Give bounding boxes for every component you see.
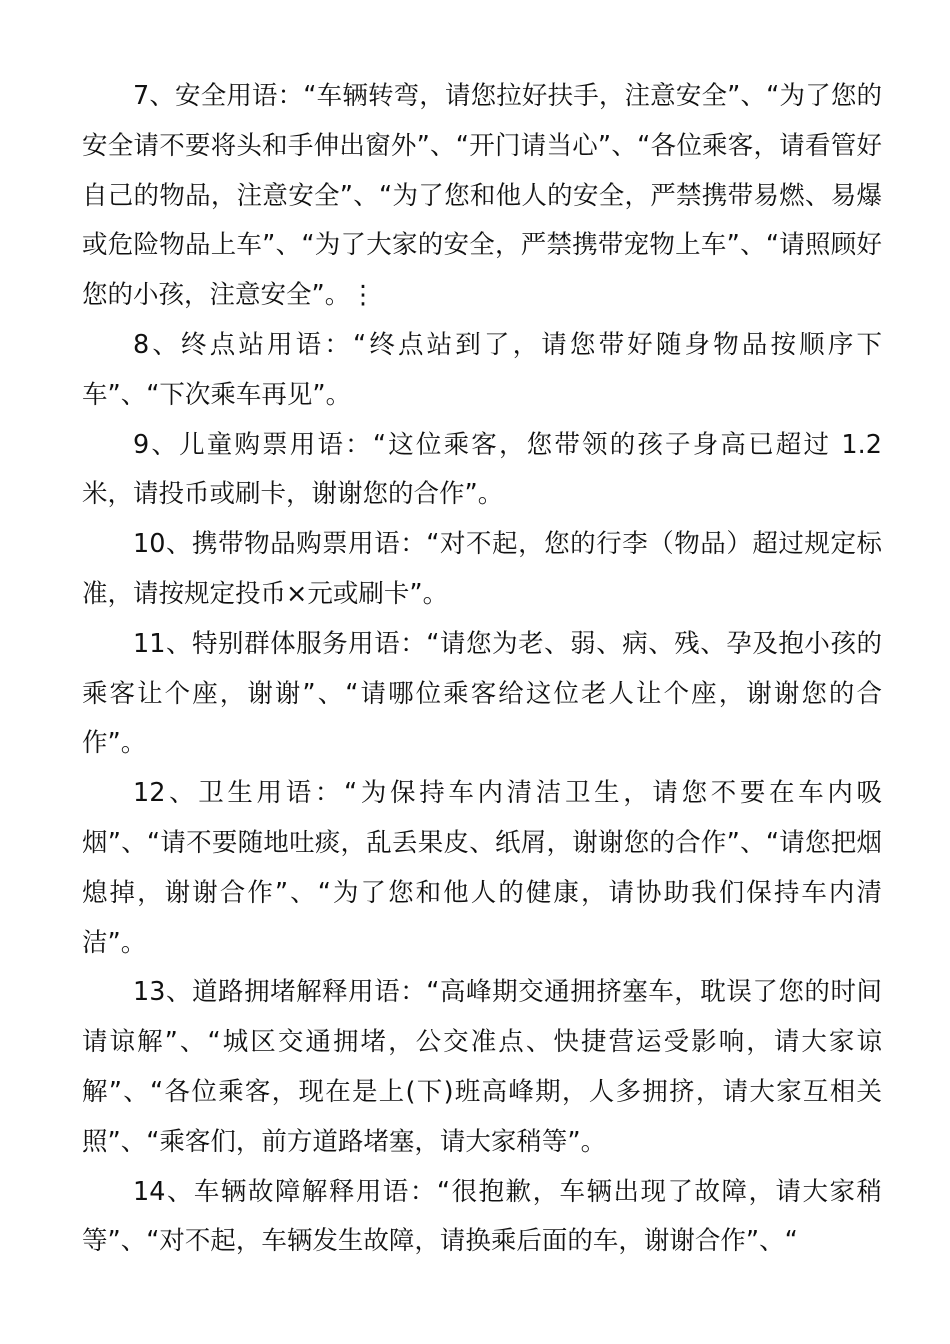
paragraph-luggage-ticket-phrases: 10、携带物品购票用语：“对不起，您的行李（物品）超过规定标准，请按规定投币×元或刷卡”。 (82, 529, 882, 609)
document-page (82, 72, 882, 1267)
paragraph-safety-phrases: 7、安全用语：“车辆转弯，请您拉好扶手，注意安全”、“为了您的安全请不要将头和手伸出窗外”、“开门请当心”、“各位乘客，请看管好自己的物品，注意安全”、“为了您和他人的安全，严禁携带易燃、易爆或危险物品上车”、“为了大家的安全，严禁携带宠物上车”、“请照顾好您的小孩，注意安全”。⋮ (82, 81, 882, 311)
paragraph-child-ticket-phrases: 9、儿童购票用语：“这位乘客，您带领的孩子身高已超过 1.2 米，请投币或刷卡，谢谢您的合作”。 (82, 429, 882, 510)
paragraph-vehicle-fault-phrases: 14、车辆故障解释用语：“很抱歉，车辆出现了故障，请大家稍等”、“对不起，车辆发生故障，请换乘后面的车，谢谢合作”、“ (82, 1176, 882, 1257)
paragraph-special-group-phrases: 11、特别群体服务用语：“请您为老、弱、病、残、孕及抱小孩的乘客让个座，谢谢”、“请哪位乘客给这位老人让个座，谢谢您的合作”。 (82, 628, 882, 759)
paragraph-hygiene-phrases: 12、卫生用语：“为保持车内清洁卫生，请您不要在车内吸烟”、“请不要随地吐痰，乱丢果皮、纸屑，谢谢您的合作”、“请您把烟熄掉，谢谢合作”、“为了您和他人的健康，请协助我们保持车内清洁”。 (82, 778, 882, 958)
paragraph-traffic-jam-phrases: 13、道路拥堵解释用语：“高峰期交通拥挤塞车，耽误了您的时间请谅解”、“城区交通拥堵，公交准点、快捷营运受影响，请大家谅解”、“各位乘客，现在是上(下)班高峰期，人多拥挤，请大家互相关照”、“乘客们，前方道路堵塞，请大家稍等”。 (82, 977, 882, 1157)
paragraph-terminal-phrases: 8、终点站用语：“终点站到了，请您带好随身物品按顺序下车”、“下次乘车再见”。 (82, 329, 882, 410)
